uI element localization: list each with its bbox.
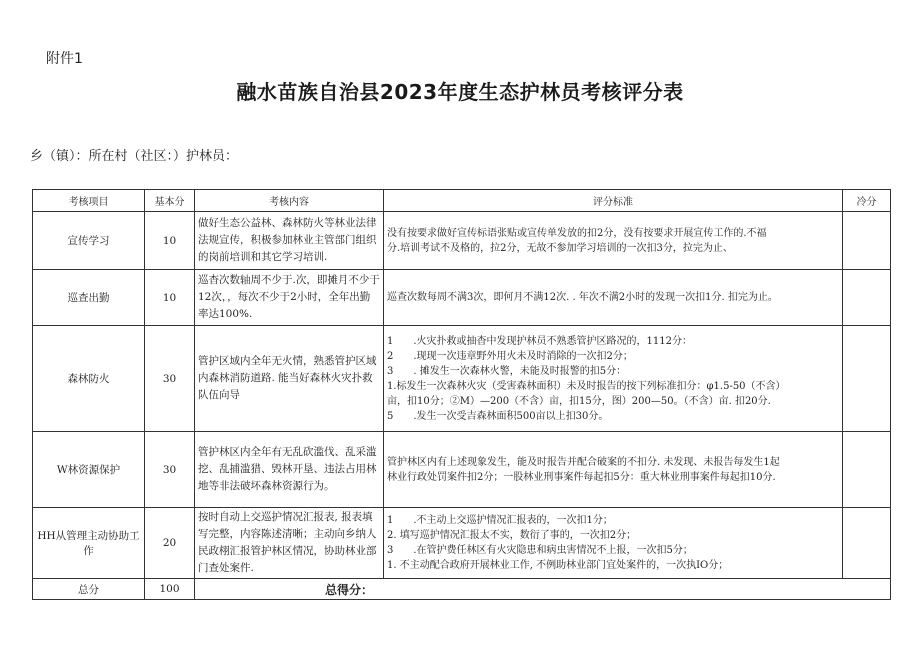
header-item: 考核项目 <box>33 190 145 212</box>
header-criteria: 评分标准 <box>384 190 843 212</box>
total-base-score: 100 <box>145 579 195 600</box>
item-name: 宣传学习 <box>33 212 145 270</box>
deduction-cell <box>843 270 891 326</box>
header-base-score: 基本分 <box>145 190 195 212</box>
item-content: 管护区域内全年无火情，熟悉管护区域内森林消防道路. 能当好森林火灾扑救队伍向导 <box>195 326 384 432</box>
page-title: 融水苗族自治县2023年度生态护林员考核评分表 <box>236 80 684 104</box>
base-score: 10 <box>145 270 195 326</box>
table-row <box>33 508 891 579</box>
criteria-line: 亩，扣10分；②M）—200（不含）亩，扣15分，图）200—50。（不含）亩. 扣20分. <box>387 395 771 407</box>
item-criteria <box>384 270 843 326</box>
header-content: 考核内容 <box>195 190 384 212</box>
item-name: W林资源保护 <box>33 432 145 508</box>
item-criteria <box>384 326 843 432</box>
item-criteria <box>384 508 843 579</box>
table-row <box>33 212 891 270</box>
base-score: 20 <box>145 508 195 579</box>
attachment-label: 附件1 <box>46 51 83 67</box>
criteria-line: 3 . 摊发生一次森林火警，未能及时报警的扣5分： <box>387 365 627 377</box>
header-deduction: 冷分 <box>843 190 891 212</box>
criteria-line: 管护林区内有上述现象发生，能及时报告并配合破案的不扣分. 未发现、未报告每发生1起 <box>387 456 780 468</box>
item-criteria <box>384 432 843 508</box>
base-score: 30 <box>145 432 195 508</box>
table-row <box>33 432 891 508</box>
criteria-line: 3 .在管护费任林区有火灾隐患和病虫害情况不上报，一次扣5分； <box>387 545 693 556</box>
total-label: 总分 <box>33 579 145 600</box>
table-row <box>33 326 891 432</box>
total-row <box>33 579 891 600</box>
criteria-line: 1.标发生一次森林火灾（受害森林面积）未及时报告的按下列标准扣分：φ1.5-50（不含） <box>387 380 786 392</box>
item-content: 按时自动上交巡护情况汇报表, 报表填写完整，内容陈述清晰；主动向乡纳人民政栩汇报管护林区情况，协助林业部门查处案件. <box>195 508 384 579</box>
criteria-line: 巡查次数每周不满3次，即何月不满12次. . 年次不满2小时的发现一次扣1分. 扣完为止。 <box>387 292 778 303</box>
criteria-line: 1 .不主动上交巡护情况汇报表的，一次扣1分； <box>387 515 613 526</box>
total-score-label: 总得分： <box>195 579 891 600</box>
criteria-line: 没有按要求做好宣传标语张贴或宣传单发放的扣2分，没有按要求开展宣传工作的.不福 <box>387 227 767 239</box>
item-name: 巡查出勤 <box>33 270 145 326</box>
base-score: 10 <box>145 212 195 270</box>
criteria-line: 5 .发生一次受吉森林面积500亩以上扣30分。 <box>387 410 609 422</box>
deduction-cell <box>843 212 891 270</box>
criteria-line: 1. 不主动配合政府开展林业工作, 不例助林业部门宜处案件的，一次执IO分； <box>387 560 729 571</box>
deduction-cell <box>843 326 891 432</box>
item-name: HH从管理主动协助工作 <box>33 508 145 579</box>
item-content: 管护林区内全年有无乱砍滥伐、乱采滥挖、乱捕滥猎、毁林开垦、违法占用林地等非法破坏森林资源行为。 <box>195 432 384 508</box>
base-score: 30 <box>145 326 195 432</box>
deduction-cell <box>843 432 891 508</box>
criteria-line: 分.培训考试不及格的，拉2分，无故不参加学习培训的一次扣3分，拉完为止、 <box>387 242 733 254</box>
item-content: 巡杳次数轴周不少于.次，即摊月不少于12次，，每次不少于2小时，全年出勤率达100%. <box>195 270 384 326</box>
header-info-line: 乡（镇）：所在村（社区：）护林员： <box>30 149 239 164</box>
table-header-row <box>33 190 891 212</box>
assessment-table <box>32 189 891 600</box>
table-row <box>33 270 891 326</box>
criteria-line: 1 .火灾扑救或抽杳中发现护林员不熟悉管护区路况的，1112分： <box>387 335 692 347</box>
deduction-cell <box>843 508 891 579</box>
item-criteria <box>384 212 843 270</box>
criteria-line: 2 .现现一次违章野外用火未及时消除的一次扣2分； <box>387 350 633 362</box>
criteria-line: 林业行政处罚案件扣2分；一股林业刑事案件每起扣5分：重大林业刑事案件每起扣10分. <box>387 471 776 483</box>
item-name: 森林防火 <box>33 326 145 432</box>
criteria-line: 2. 填写巡护情况汇报太不实，数衍了事的，一次扣2分； <box>387 530 637 541</box>
item-content: 做好生态公益林、森林防火等林业法律法规宣传，积极参加林业主管部门组织的岗前培训和其它学习培训. <box>195 212 384 270</box>
